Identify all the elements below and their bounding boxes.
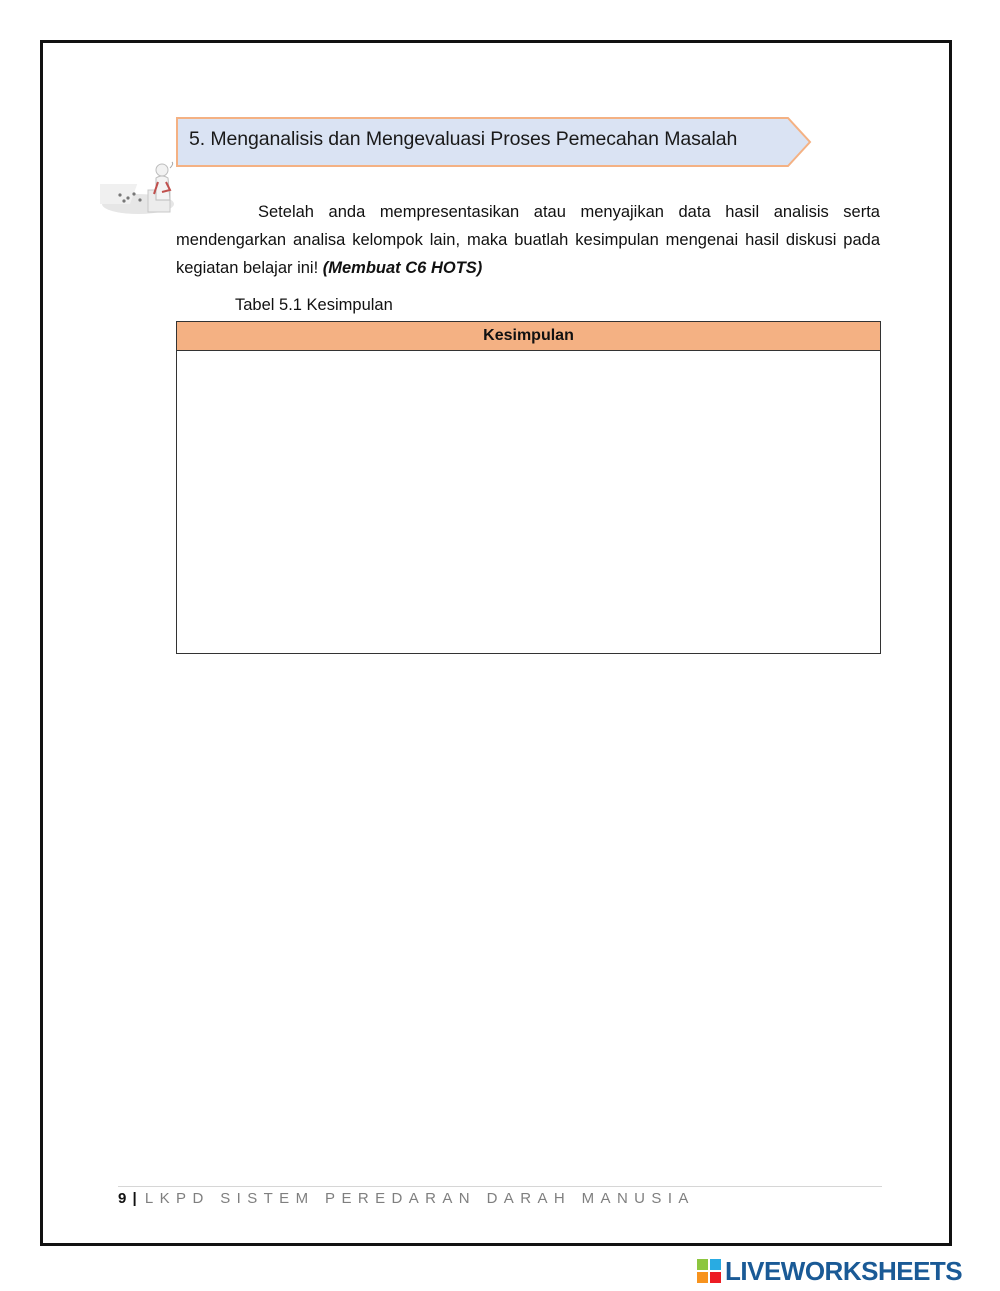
footer-separator: |	[132, 1190, 137, 1207]
conclusion-answer-area[interactable]	[177, 351, 880, 654]
conclusion-table	[176, 321, 881, 654]
brand-name: LIVEWORKSHEETS	[725, 1256, 963, 1286]
footer-title: LKPD SISTEM PEREDARAN DARAH MANUSIA	[144, 1190, 695, 1207]
page-number: 9	[118, 1190, 127, 1207]
liveworksheets-logo-icon	[697, 1259, 721, 1283]
instruction-text: Setelah anda mempresentasikan atau menyajikan data hasil analisis serta mendengarkan analisa kelompok lain, maka buatlah kesimpulan mengenai hasil diskusi pada kegiatan belajar ini!	[176, 203, 880, 277]
instruction-emphasis: (Membuat C6 HOTS)	[322, 259, 483, 277]
section-heading: 5. Menganalisis dan Mengevaluasi Proses Pemecahan Masalah	[189, 128, 738, 150]
table-caption: Tabel 5.1 Kesimpulan	[235, 296, 393, 314]
footer-divider	[118, 1186, 882, 1187]
thinking-figure-icon	[100, 160, 186, 222]
section-banner	[176, 117, 812, 167]
instruction-paragraph	[176, 198, 880, 282]
page-footer	[118, 1190, 695, 1207]
table-header: Kesimpulan	[177, 322, 880, 351]
